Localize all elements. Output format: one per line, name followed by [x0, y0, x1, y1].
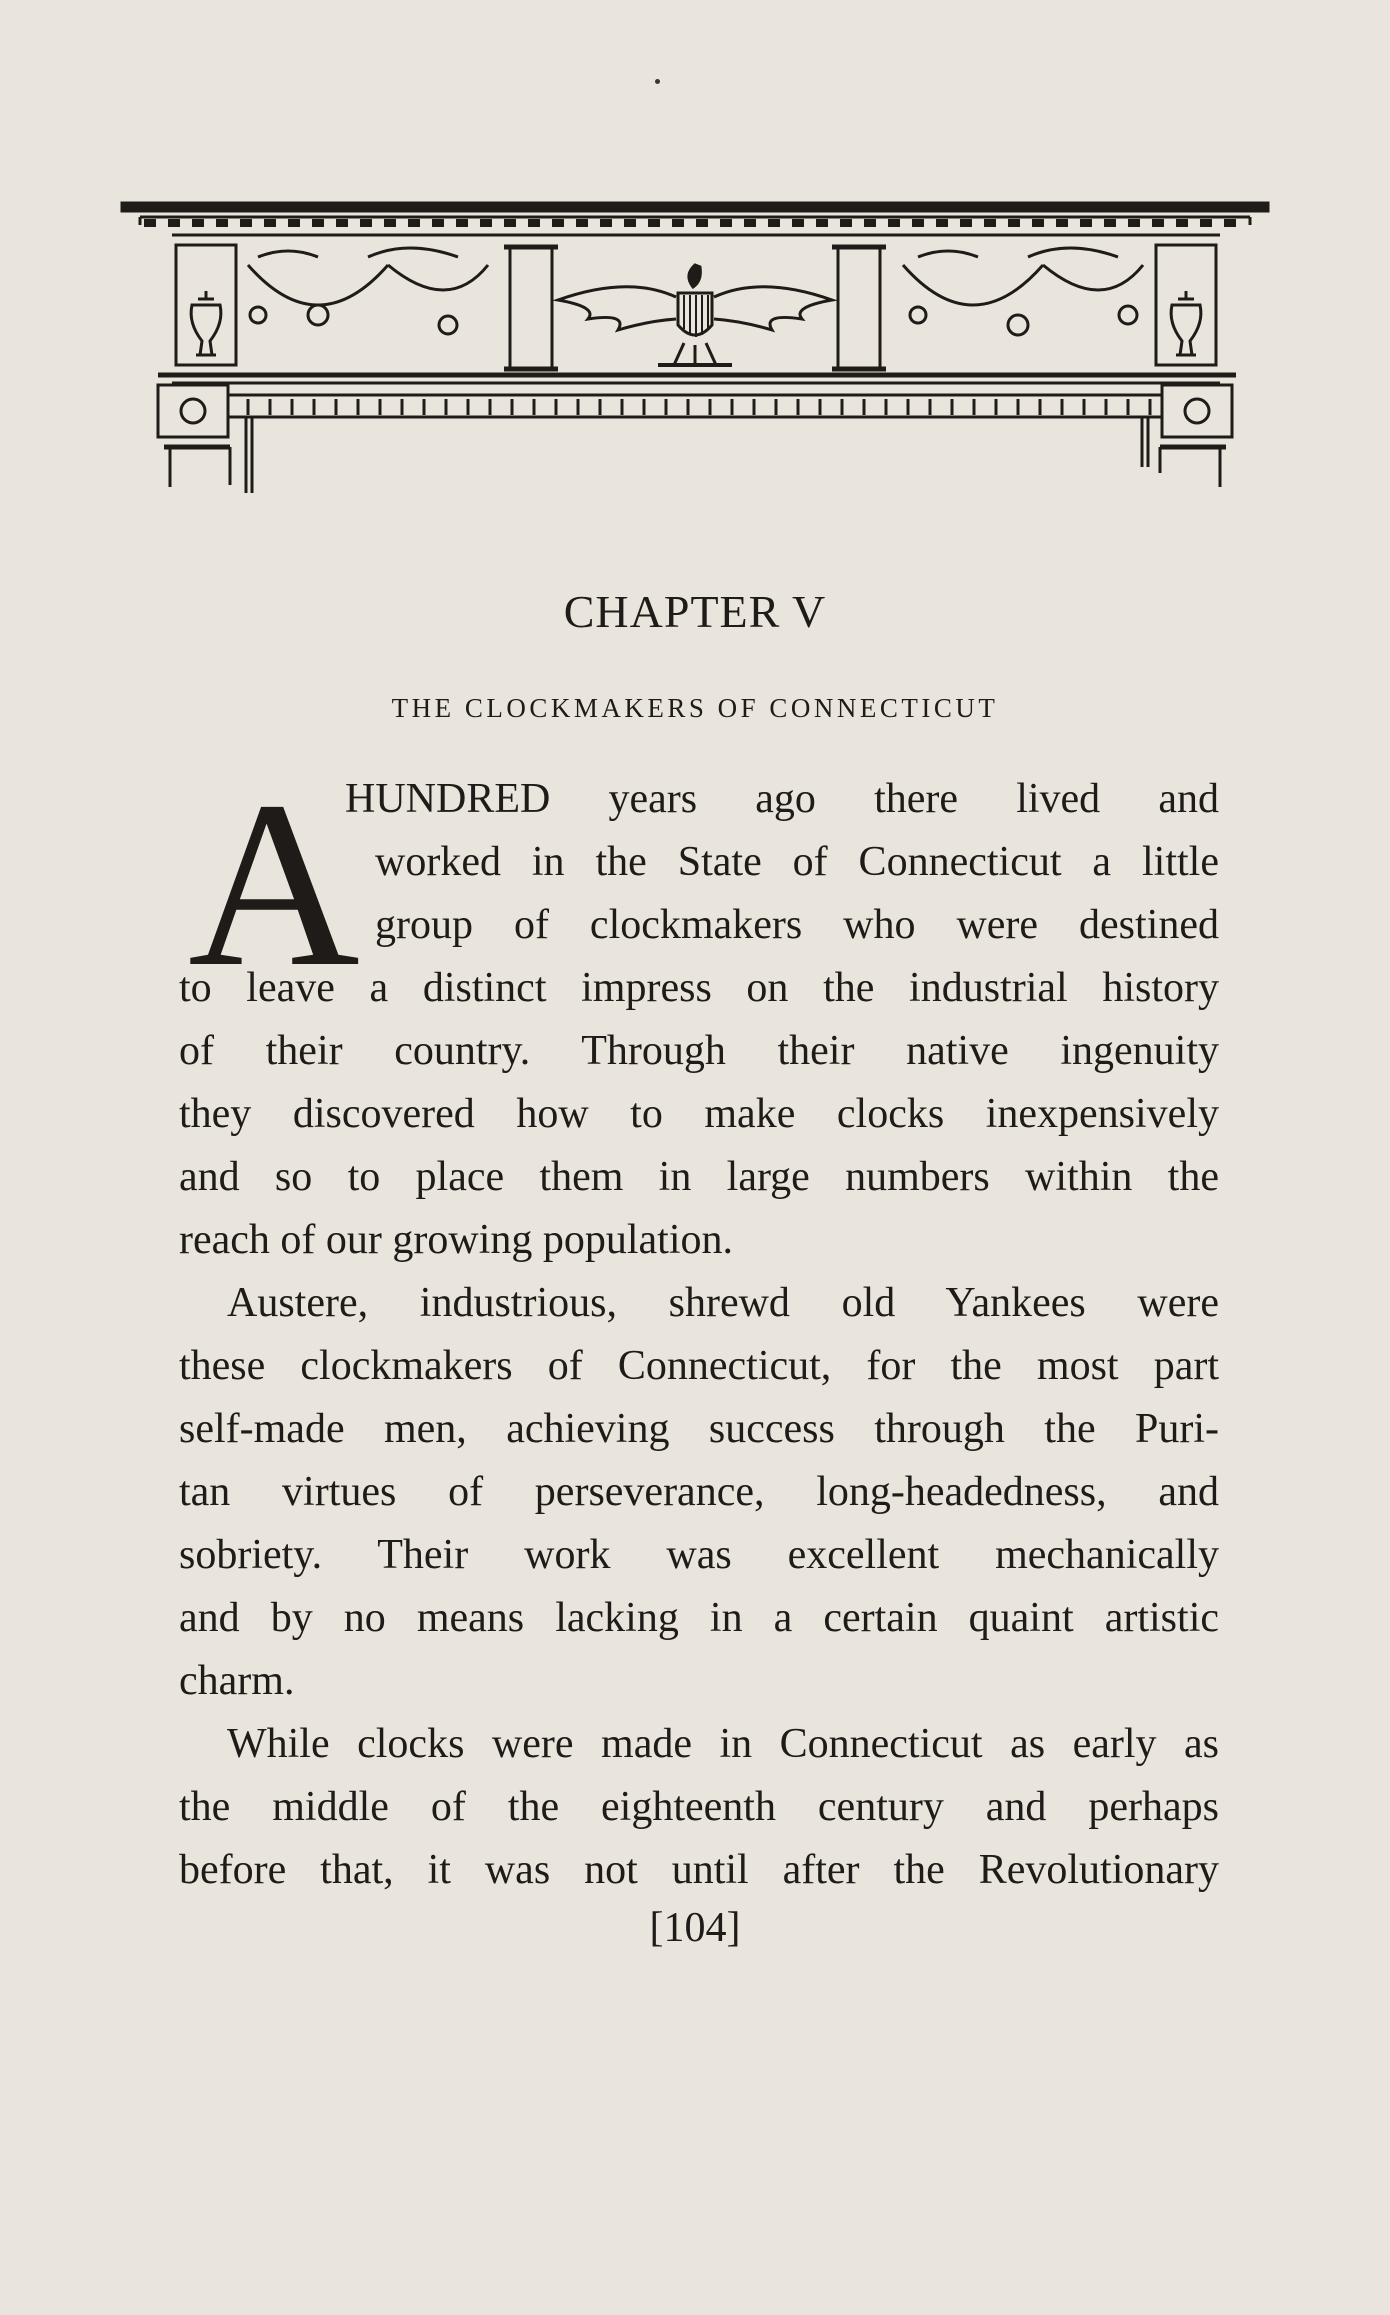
dentil [144, 219, 156, 227]
paragraph-line: Austere, industrious, shrewd old Yankees were [227, 1280, 1219, 1326]
paragraph-line: reach of our growing population. [179, 1217, 734, 1263]
dentil-row [144, 219, 1236, 227]
page-speck [655, 79, 660, 84]
paragraph-line: HUNDRED years ago there lived and [345, 776, 1219, 822]
dentil [384, 219, 396, 227]
dentil [576, 219, 588, 227]
paragraph-line: sobriety. Their work was excellent mechanically [179, 1532, 1219, 1578]
paragraph-line: to leave a distinct impress on the industrial history [179, 965, 1219, 1011]
dentil [168, 219, 180, 227]
paragraph-line: tan virtues of perseverance, long-headedness, and [179, 1469, 1219, 1515]
drop-cap-letter: A [188, 753, 360, 1016]
dentil [528, 219, 540, 227]
dentil [288, 219, 300, 227]
dentil [456, 219, 468, 227]
paragraph-line: and so to place them in large numbers within the [179, 1154, 1219, 1200]
dentil [1056, 219, 1068, 227]
dentil [768, 219, 780, 227]
chapter-heading: CHAPTER V [563, 586, 827, 637]
flute-row [248, 399, 1150, 415]
dentil [504, 219, 516, 227]
dentil [864, 219, 876, 227]
dentil [264, 219, 276, 227]
dentil [432, 219, 444, 227]
chapter-subtitle: THE CLOCKMAKERS OF CONNECTICUT [391, 693, 999, 723]
dentil [672, 219, 684, 227]
dentil [1080, 219, 1092, 227]
dentil [1008, 219, 1020, 227]
paragraph-line: worked in the State of Connecticut a little [375, 839, 1219, 885]
dentil [816, 219, 828, 227]
paragraph-line: they discovered how to make clocks inexpensively [179, 1091, 1219, 1137]
dentil [360, 219, 372, 227]
dentil [1128, 219, 1140, 227]
paragraph-line: charm. [179, 1658, 295, 1704]
paragraph-line: and by no means lacking in a certain quaint artistic [179, 1595, 1219, 1641]
dentil [648, 219, 660, 227]
dentil [1104, 219, 1116, 227]
dentil [840, 219, 852, 227]
paragraph-line: group of clockmakers who were destined [375, 902, 1219, 948]
paragraph-line: the middle of the eighteenth century and perhaps [179, 1784, 1219, 1830]
paragraph-line: of their country. Through their native ingenuity [179, 1028, 1219, 1074]
dentil [216, 219, 228, 227]
paragraph-line: these clockmakers of Connecticut, for the most part [179, 1343, 1219, 1389]
dentil [960, 219, 972, 227]
dentil [1224, 219, 1236, 227]
dentil [240, 219, 252, 227]
page-number: [104] [649, 1905, 741, 1951]
dentil [1200, 219, 1212, 227]
paragraph-line: While clocks were made in Connecticut as early as [227, 1721, 1219, 1767]
dentil [744, 219, 756, 227]
dentil [624, 219, 636, 227]
dentil [720, 219, 732, 227]
dentil [984, 219, 996, 227]
mantel-ornament-illustration [118, 195, 1273, 500]
dentil [192, 219, 204, 227]
dentil [912, 219, 924, 227]
dentil [1152, 219, 1164, 227]
dentil [1032, 219, 1044, 227]
dentil [888, 219, 900, 227]
dentil [312, 219, 324, 227]
paragraph-line: self-made men, achieving success through the Puri- [179, 1406, 1219, 1452]
dentil [936, 219, 948, 227]
dentil [792, 219, 804, 227]
dentil [552, 219, 564, 227]
dentil [600, 219, 612, 227]
dentil [336, 219, 348, 227]
dentil [1176, 219, 1188, 227]
dentil [696, 219, 708, 227]
paragraph-line: before that, it was not until after the Revolutionary [179, 1847, 1219, 1893]
dentil [480, 219, 492, 227]
dentil [408, 219, 420, 227]
